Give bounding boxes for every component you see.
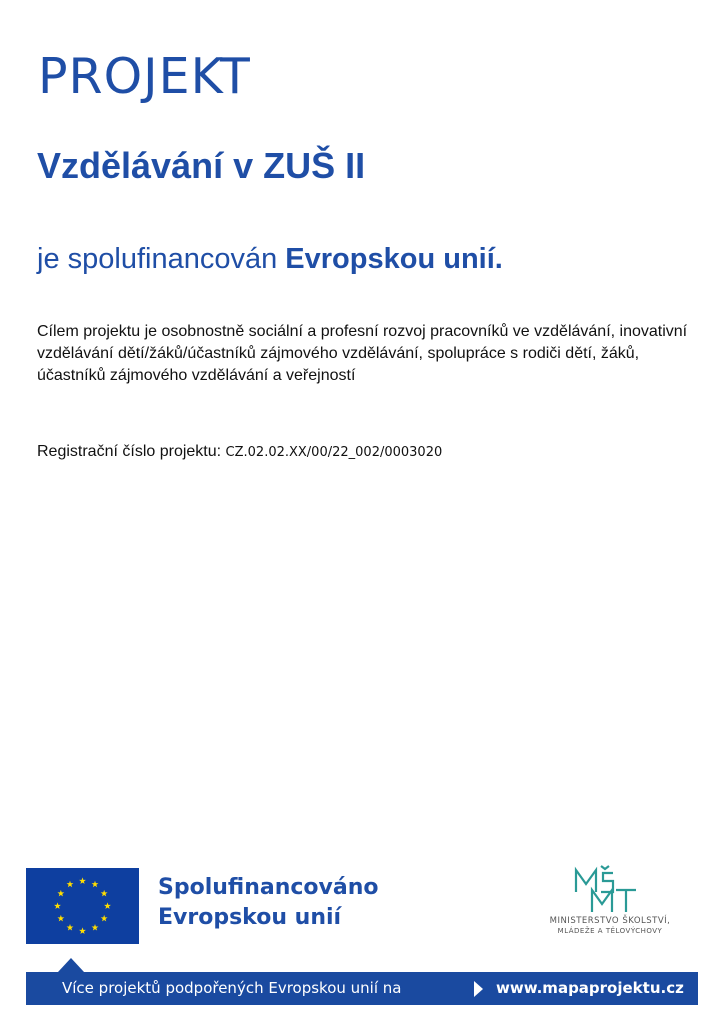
registration-number	[37, 443, 442, 461]
eu-star-icon	[54, 902, 61, 909]
eu-star-icon	[92, 881, 99, 888]
project-name: Vzdělávání v ZUŠ II	[37, 145, 366, 186]
ministry-logo	[530, 864, 690, 944]
footer-bar	[26, 972, 698, 1005]
eu-star-icon	[79, 927, 86, 934]
eu-star-icon	[92, 924, 99, 931]
footer-text: Více projektů podpořených Evropskou unií na	[62, 979, 402, 997]
registration-code: CZ.02.02.XX/00/22_002/0003020	[225, 445, 443, 460]
eu-logo-line1: Spolufinancováno	[158, 875, 379, 900]
eu-flag-icon	[26, 868, 139, 944]
arrow-right-icon	[474, 981, 483, 997]
footer-url-link[interactable]: www.mapaprojektu.cz	[496, 979, 684, 997]
eu-logo-line2: Evropskou unií	[158, 905, 342, 930]
ministry-line2: MLÁDEŽE A TĚLOVÝCHOVY	[557, 927, 663, 935]
eu-star-icon	[79, 877, 86, 884]
project-description: Cílem projektu je osobnostně sociální a profesní rozvoj pracovníků ve vzdělávání, inovativní vzdělávání dětí/žáků/účastníků zájmového vzdělávání, spolupráce s rodiči dětí, žáků, účastníků zájmového vzdělávání a veřejností	[37, 323, 688, 384]
heading-projekt: PROJEKT	[38, 48, 251, 105]
eu-star-icon	[101, 890, 108, 897]
cofinanced-prefix: je spolufinancován	[37, 243, 286, 275]
eu-cofinanced-logo-text	[158, 873, 379, 933]
eu-star-icon	[67, 924, 74, 931]
registration-label: Registrační číslo projektu:	[37, 443, 226, 460]
cofinanced-bold: Evropskou unií.	[285, 243, 503, 275]
eu-star-icon	[101, 915, 108, 922]
footer-notch	[58, 958, 84, 972]
cofinanced-statement	[37, 245, 503, 274]
eu-star-icon	[67, 881, 74, 888]
ministry-line1: MINISTERSTVO ŠKOLSTVÍ,	[549, 916, 671, 926]
msmt-mark-icon	[570, 864, 650, 916]
eu-star-icon	[104, 902, 111, 909]
eu-star-icon	[57, 915, 64, 922]
eu-star-icon	[57, 890, 64, 897]
